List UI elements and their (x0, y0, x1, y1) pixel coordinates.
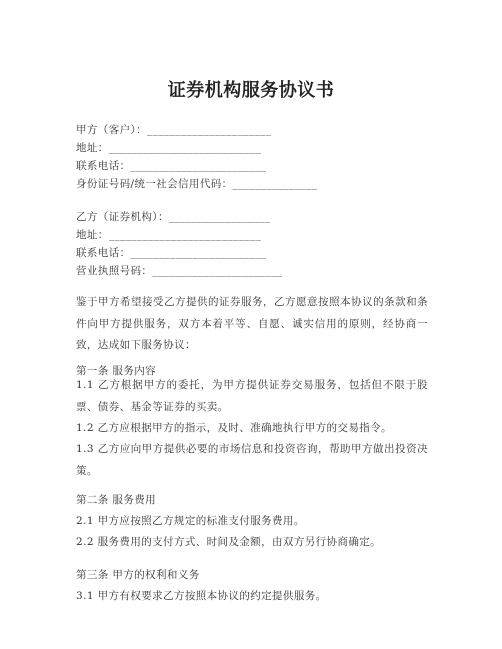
party-a-id-line: 身份证号码/统一社会信用代码：_______________ (76, 178, 318, 190)
article-1-item-1: 1.1 乙方根据甲方的委托，为甲方提供证券交易服务，包括但不限于股票、债券、基金等证券的买卖。 (76, 379, 428, 413)
document-title: 证券机构服务协议书 (167, 80, 335, 101)
article-1-item-2: 1.2 乙方应根据甲方的指示，及时、准确地执行甲方的交易指令。 (76, 422, 392, 434)
article-1-item-3: 1.3 乙方应向甲方提供必要的市场信息和投资咨询，帮助甲方做出投资决策。 (76, 443, 428, 477)
article-2-heading: 第二条 服务费用 (76, 494, 157, 506)
party-a-address-line: 地址：___________________________ (76, 142, 262, 154)
article-2-item-1: 2.1 甲方应按照乙方规定的标准支付服务费用。 (76, 515, 305, 527)
party-b-license-line: 营业执照号码：_______________________ (76, 265, 283, 277)
article-3-heading: 第三条 甲方的权利和义务 (76, 569, 200, 581)
party-a-phone-line: 联系电话：________________________ (76, 160, 267, 172)
party-a-name-line: 甲方（客户）：______________________ (76, 124, 272, 136)
party-b-address-line: 地址：___________________________ (76, 229, 262, 241)
article-2-item-2: 2.2 服务费用的支付方式、时间及金额，由双方另行协商确定。 (76, 536, 382, 548)
party-b-phone-line: 联系电话：________________________ (76, 247, 267, 259)
article-1-heading: 第一条 服务内容 (76, 365, 157, 377)
preamble-paragraph: 鉴于甲方希望接受乙方提供的证券服务，乙方愿意按照本协议的条款和条件向甲方提供服务，双方本着平等、自愿、诚实信用的原则，经协商一致，达成如下服务协议： (76, 296, 428, 351)
party-b-name-line: 乙方（证券机构）：__________________ (76, 211, 271, 223)
article-3-item-1: 3.1 甲方有权要求乙方按照本协议的约定提供服务。 (76, 590, 327, 602)
